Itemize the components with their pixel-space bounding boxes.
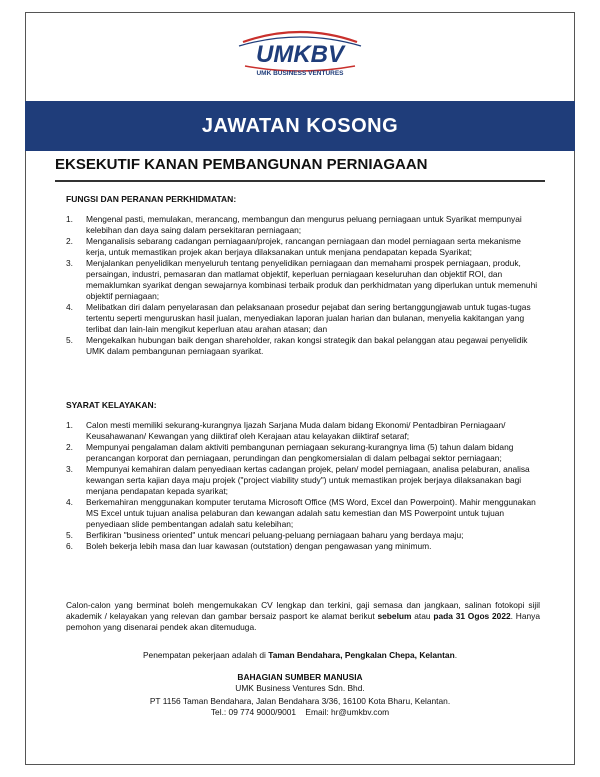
application-text-end: . Hanya pemohon yang disenarai pendek akan ditemuduga. xyxy=(66,611,540,632)
item-text: Berfikiran "business oriented" untuk mencari peluang-peluang perniagaan baharu yang berdaya maju; xyxy=(86,530,464,540)
list-item xyxy=(66,420,540,442)
umkbv-logo xyxy=(225,20,375,80)
logo-tagline: UMK BUSINESS VENTURES xyxy=(256,70,344,77)
item-number: 2. xyxy=(66,236,73,246)
list-item xyxy=(66,530,540,541)
application-text-mid: atau xyxy=(411,611,434,621)
list-item xyxy=(66,541,540,552)
item-text: Melibatkan diri dalam penyelarasan dan pelaksanaan prosedur pejabat dan sering bertanggungjawab untuk tugas-tugas tertentu seperti menguruskan hasil jualan, menyediakan laporan jualan harian dan bulanan, menyelia kakitangan yang terlibat dan lain-lain mengikut keperluan atau arahan atasan; dan xyxy=(86,302,531,334)
fungsi-heading: FUNGSI DAN PERANAN PERKHIDMATAN: xyxy=(66,194,237,204)
list-item xyxy=(66,302,540,335)
item-number: 4. xyxy=(66,302,73,312)
fungsi-list xyxy=(66,214,540,357)
item-number: 3. xyxy=(66,464,73,474)
item-number: 5. xyxy=(66,335,73,345)
syarat-heading: SYARAT KELAYAKAN: xyxy=(66,400,157,410)
contact-email: Email: hr@umkbv.com xyxy=(305,707,390,717)
vacancy-banner xyxy=(25,101,575,151)
list-item xyxy=(66,214,540,236)
syarat-list xyxy=(66,420,540,552)
list-item xyxy=(66,464,540,497)
logo-wordmark: UMKBV xyxy=(256,41,344,68)
list-item xyxy=(66,335,540,357)
banner-text: JAWATAN KOSONG xyxy=(201,114,399,137)
list-item xyxy=(66,497,540,530)
item-number: 1. xyxy=(66,214,73,224)
contact-phone: Tel.: 09 774 9000/9001 xyxy=(210,707,297,717)
item-text: Mempunyai kemahiran dalam penyediaan kertas cadangan projek, pelan/ model perniagaan, analisa pelaburan, analisa kewangan serta kajian daya maju projek ("project viability study") untuk memastikan projek berjaya dilaksanakan bagi menjana pendapatan kepada syarikat; xyxy=(86,464,530,496)
list-item xyxy=(66,442,540,464)
list-item xyxy=(66,258,540,302)
item-number: 6. xyxy=(66,541,73,551)
item-number: 1. xyxy=(66,420,73,430)
item-text: Calon mesti memiliki sekurang-kurangnya Ijazah Sarjana Muda dalam bidang Ekonomi/ Pentadbiran Perniagaan/ Keusahawanan/ Kewangan yang diiktiraf oleh Kerajaan atau kelayakan diiktiraf setaraf; xyxy=(86,420,506,441)
contact-address: PT 1156 Taman Bendahara, Jalan Bendahara 3/36, 16100 Kota Bharu, Kelantan. xyxy=(149,696,451,706)
application-text-start: Calon-calon yang berminat boleh mengemukakan CV lengkap dan terkini, gaji semasa dan jangkaan, salinan fotokopi sijil akademik / kelayakan yang relevan dan gambar bersaiz pasport ke alamat berikut xyxy=(66,600,540,621)
item-text: Menjalankan penyelidikan menyeluruh tentang penyelidikan perniagaan dan memahami prospek perniagaan, produk, persaingan, industri, pemasaran dan matlamat objektif, keperluan perniagaan keseluruhan dan objektif ROI, dan memaklumkan syarikat dengan sewajarnya kombinasi terbaik produk dan perkhidmatan yang diperlukan untuk memenuhi objektif perniagaan; xyxy=(86,258,538,301)
item-text: Mempunyai pengalaman dalam aktiviti pembangunan perniagaan sekurang-kurangnya lima (5) tahun dalam bidang perancangan korporat dan perniagaan, perundingan dan pengkomersialan di dalam pelbagai sektor perniagaan; xyxy=(86,442,514,463)
placement-prefix: Penempatan pekerjaan adalah di xyxy=(142,650,269,660)
item-number: 5. xyxy=(66,530,73,540)
placement-suffix: . xyxy=(454,650,458,660)
item-text: Boleh bekerja lebih masa dan luar kawasan (outstation) dengan pengawasan yang minimum. xyxy=(86,541,432,551)
contact-department: BAHAGIAN SUMBER MANUSIA xyxy=(237,672,363,682)
contact-company: UMK Business Ventures Sdn. Bhd. xyxy=(235,683,365,693)
item-text: Mengenal pasti, memulakan, merancang, membangun dan mengurus peluang perniagaan untuk Syarikat mempunyai kelebihan dan daya saing dalam persekitaran perniagaan; xyxy=(86,214,522,235)
application-sebelum: sebelum xyxy=(377,611,412,621)
item-text: Berkemahiran menggunakan komputer terutama Microsoft Office (MS Word, Excel dan Powerpoint). Mahir menggunakan MS Excel untuk tujuan analisa pelaburan dan kewangan adalah satu kemestian dan MS Powerpoint untuk tujuan penyediaan slide pembentangan adalah satu kelebihan; xyxy=(86,497,536,529)
item-number: 4. xyxy=(66,497,73,507)
title-underline xyxy=(55,180,545,182)
list-item xyxy=(66,236,540,258)
item-number: 2. xyxy=(66,442,73,452)
job-title: EKSEKUTIF KANAN PEMBANGUNAN PERNIAGAAN xyxy=(55,156,428,173)
application-deadline: pada 31 Ogos 2022 xyxy=(433,611,511,621)
contact-block xyxy=(25,672,575,718)
item-number: 3. xyxy=(66,258,73,268)
contact-phone-email xyxy=(25,707,575,718)
placement-location: Taman Bendahara, Pengkalan Chepa, Kelantan xyxy=(268,650,455,660)
placement-line xyxy=(25,650,575,661)
item-text: Mengekalkan hubungan baik dengan shareholder, rakan kongsi strategik dan bakal pelanggan atau pegawai penyelidik UMK dalam pembangunan perniagaan syarikat. xyxy=(86,335,528,356)
application-paragraph xyxy=(66,600,540,633)
item-text: Menganalisis sebarang cadangan perniagaan/projek, rancangan perniagaan dan model perniagaan serta mekanisme kerja, untuk memastikan projek akan berjaya dilaksanakan untuk menjana pendapatan kepada Syarikat; xyxy=(86,236,521,257)
